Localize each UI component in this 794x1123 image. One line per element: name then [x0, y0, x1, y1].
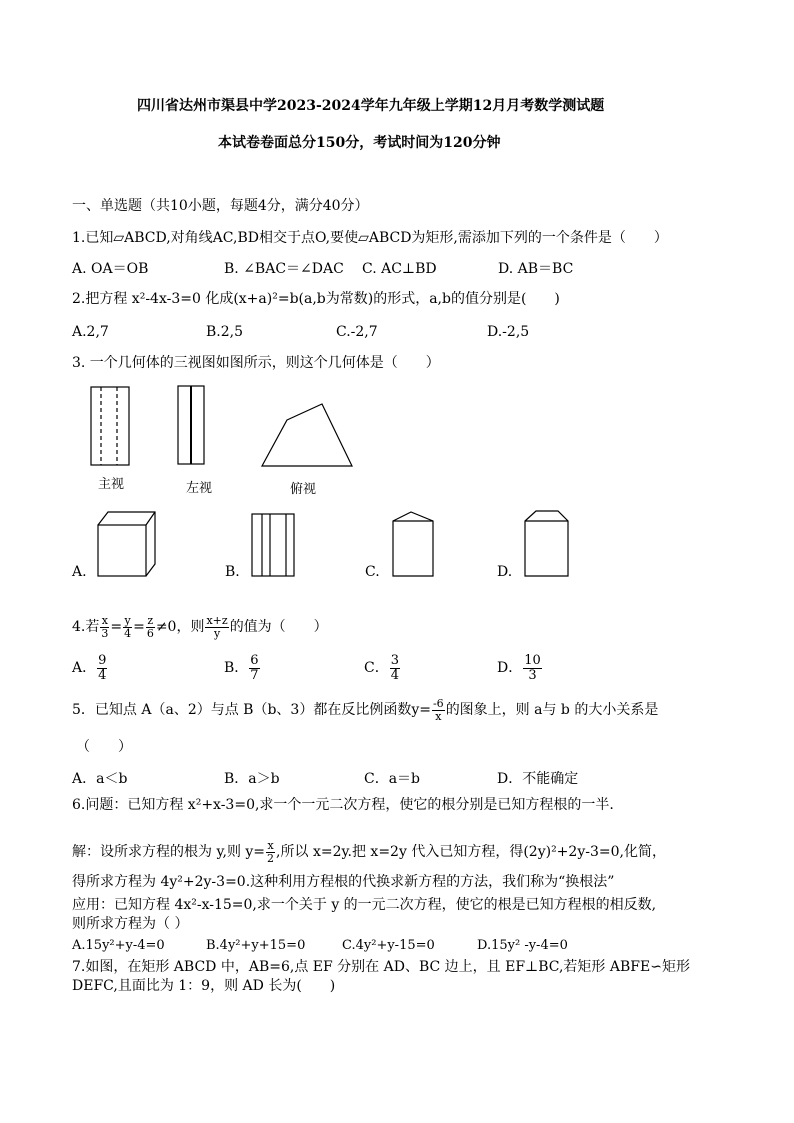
q2-option-a[interactable]: A.2,7 [72, 324, 109, 340]
q6-frac-x2: $\frac{x}{2}$ [267, 838, 275, 865]
q4-suffix: 的值为（ ） [229, 619, 328, 635]
q2-option-b[interactable]: B.2,5 [206, 324, 244, 340]
left-view-drawing [178, 386, 204, 464]
q3-option-b[interactable]: B. [225, 564, 240, 580]
q1-stem: 1.已知▱ABCD,对角线AC,BD相交于点O,要使▱ABCD为矩形,需添加下列的一个条件是（ ） [72, 230, 668, 246]
q7-stem-line2: DEFC,且面比为 1：9，则 AD 长为( ) [72, 978, 336, 994]
q1-option-c[interactable]: C. AC⊥BD [362, 261, 437, 277]
top-view-drawing [262, 404, 352, 466]
option-d-solid-drawing [525, 511, 568, 576]
page-title: 四川省达州市渠县中学2023-2024学年九年级上学期12月月考数学测试题 [137, 98, 605, 114]
q5-func-frac: $\frac{-6}{x}$ [432, 696, 444, 723]
option-c-solid-drawing [393, 512, 433, 576]
q4-prefix: 4.若 [72, 619, 100, 635]
q6-option-c[interactable]: C.4y²+y-15=0 [342, 938, 435, 953]
q5-option-d[interactable]: D．不能确定 [497, 771, 579, 787]
q5-answer-blank[interactable]: （ ） [76, 739, 132, 755]
q2-stem: 2.把方程 x²-4x-3=0 化成(x+a)²=b(a,b为常数)的形式，a,b的值分别是( ) [72, 291, 560, 307]
q3-option-a[interactable]: A. [72, 564, 87, 580]
q5-option-c[interactable]: C．a＝b [364, 771, 421, 787]
q4-option-b[interactable]: B． $\frac{6}{7}$ [224, 652, 259, 683]
q6-question-line: 则所求方程为（ ） [72, 916, 189, 932]
q3-option-c[interactable]: C. [365, 564, 380, 580]
front-view-label: 主视 [98, 477, 125, 492]
q4-frac-z6: $\frac{z}{6}$ [146, 613, 154, 640]
q4-frac-xz-y: $\frac{x+z}{y}$ [206, 613, 228, 640]
q2-option-d[interactable]: D.-2,5 [487, 324, 530, 340]
q6-option-a[interactable]: A.15y²+y-4=0 [72, 938, 165, 953]
q5-option-b[interactable]: B．a＞b [224, 771, 280, 787]
q7-stem-line1: 7.如图，在矩形 ABCD 中，AB=6,点 EF 分别在 AD、BC 边上，且 EF⊥BC,若矩形 ABFE∽矩形 [72, 959, 690, 975]
q5-stem: 5．已知点 A（a、2）与点 B（b、3）都在反比例函数y= $\frac{-6}{x}$ 的图象上，则 a与 b 的大小关系是 [72, 696, 659, 723]
left-view-label: 左视 [186, 481, 213, 496]
option-a-solid-drawing [98, 512, 155, 576]
q5-option-a[interactable]: A．a＜b [72, 771, 128, 787]
q6-option-d[interactable]: D.15y² -y-4=0 [477, 938, 568, 953]
page-subtitle: 本试卷卷面总分150分，考试时间为120分钟 [218, 135, 501, 151]
q6-solution-line2: 得所求方程为 4y²+2y-3=0.这种利用方程根的代换求新方程的方法，我们称为“换根法” [72, 874, 615, 890]
q4-frac-y4: $\frac{y}{4}$ [124, 613, 132, 640]
q4-stem: 4.若 $\frac{x}{3}$ = $\frac{y}{4}$ = $\frac{z}{6}$ ≠0，则 $\frac{x+z}{y}$ 的值为（ ） [72, 613, 328, 640]
q4-option-a[interactable]: A． $\frac{9}{4}$ [72, 652, 107, 683]
q3-option-d[interactable]: D. [497, 564, 513, 580]
q3-stem: 3. 一个几何体的三视图如图所示，则这个几何体是（ ） [72, 355, 440, 371]
q6-application-line: 应用：已知方程 4x²-x-15=0,求一个关于 y 的一元二次方程，使它的根是已知方程根的相反数, [72, 897, 657, 913]
q6-stem: 6.问题：已知方程 x²+x-3=0,求一个一元二次方程，使它的根分别是已知方程根的一半. [72, 797, 614, 813]
option-b-solid-drawing [252, 514, 294, 576]
q4-option-c[interactable]: C． $\frac{3}{4}$ [364, 652, 399, 683]
q2-option-c[interactable]: C.-2,7 [336, 324, 378, 340]
q6-solution-line1: 解：设所求方程的根为 y,则 y= $\frac{x}{2}$ ,所以 x=2y.把 x=2y 代入已知方程，得(2y)²+2y-3=0,化简， [72, 838, 666, 865]
top-view-label: 俯视 [290, 482, 317, 497]
q4-option-d[interactable]: D． $\frac{10}{3}$ [497, 652, 541, 683]
front-view-drawing [91, 387, 129, 465]
q1-option-a[interactable]: A. OA＝OB [72, 261, 149, 277]
section-heading: 一、单选题（共10小题，每题4分，满分40分） [72, 198, 369, 214]
q1-option-b[interactable]: B. ∠BAC＝∠DAC [224, 261, 344, 277]
q6-option-b[interactable]: B.4y²+y+15=0 [206, 938, 306, 953]
q4-frac-x3: $\frac{x}{3}$ [101, 613, 109, 640]
q1-option-d[interactable]: D. AB＝BC [498, 261, 574, 277]
